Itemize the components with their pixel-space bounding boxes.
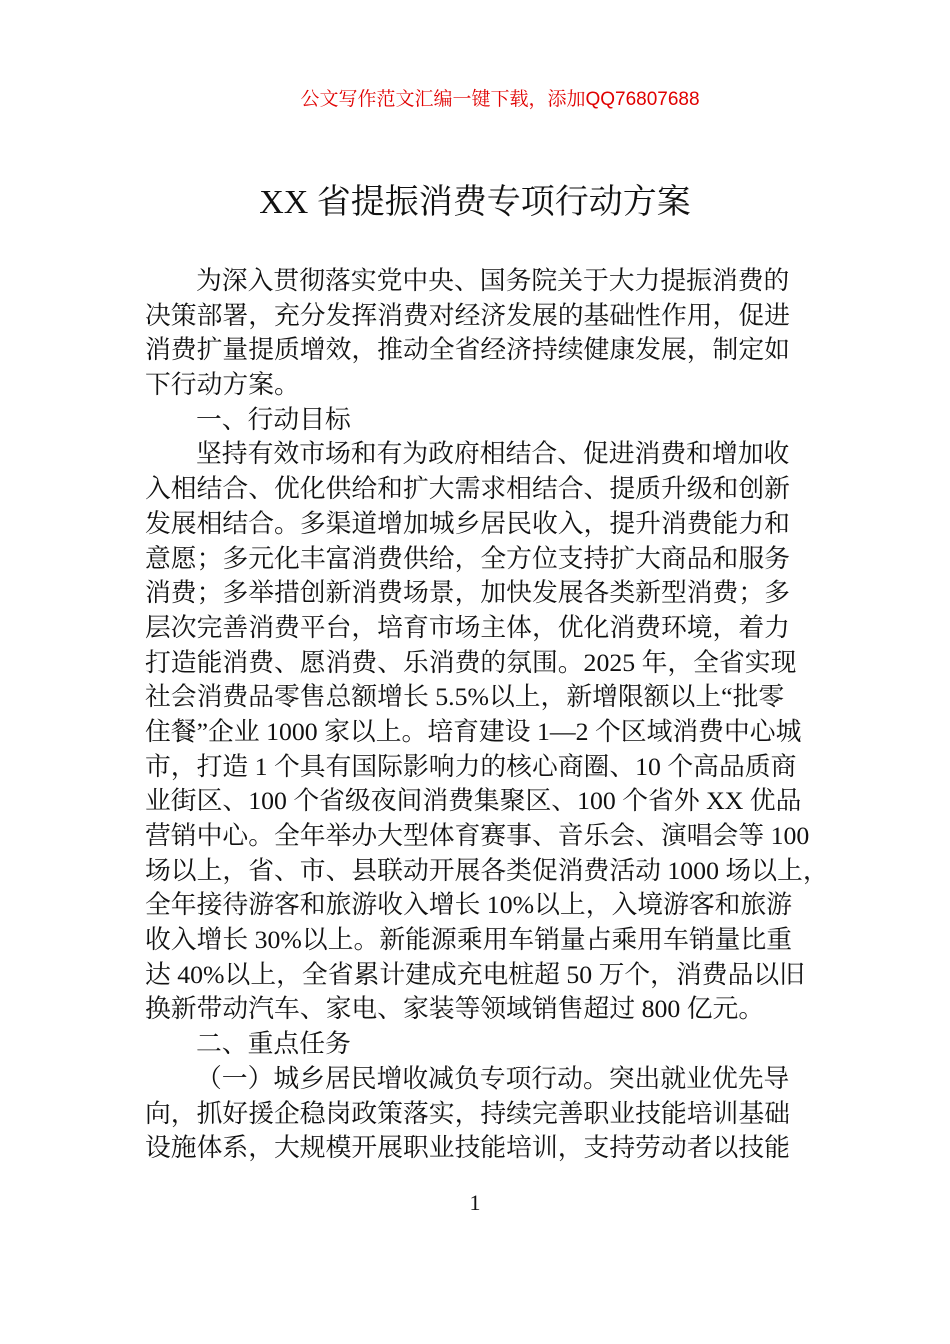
text-line: 设施体系，大规模开展职业技能培训，支持劳动者以技能	[145, 1133, 790, 1163]
text-line: 达 40%以上，全省累计建成充电桩超 50 万个，消费品以旧	[145, 959, 805, 989]
text-line: 营销中心。全年举办大型体育赛事、音乐会、演唱会等 100	[145, 821, 810, 850]
text-line: 换新带动汽车、家电、家装等领域销售超过 800 亿元。	[145, 994, 765, 1024]
text-line: 全年接待游客和旅游收入增长 10%以上，入境游客和旅游	[145, 890, 793, 920]
download-banner: 公文写作范文汇编一键下载，添加QQ76807688	[300, 89, 700, 110]
document-title: XX 省提振消费专项行动方案	[259, 184, 691, 221]
text-line: （一）城乡居民增收减负专项行动。突出就业优先导	[196, 1063, 790, 1093]
text-line: 打造能消费、愿消费、乐消费的氛围。2025 年，全省实现	[145, 647, 797, 677]
text-line: 一、行动目标	[196, 404, 351, 434]
text-line: 坚持有效市场和有为政府相结合、促进消费和增加收	[196, 439, 790, 469]
text-line: 为深入贯彻落实党中央、国务院关于大力提振消费的	[196, 266, 790, 295]
text-line: 社会消费品零售总额增长 5.5%以上，新增限额以上“批零	[145, 682, 785, 712]
text-line: 住餐”企业 1000 家以上。培育建设 1—2 个区域消费中心城	[145, 716, 802, 746]
text-line: 意愿；多元化丰富消费供给，全方位支持扩大商品和服务	[145, 543, 790, 573]
text-line: 业街区、100 个省级夜间消费集聚区、100 个省外 XX 优品	[145, 786, 802, 816]
text-line: 收入增长 30%以上。新能源乘用车销量占乘用车销量比重	[145, 925, 793, 955]
text-line: 场以上，省、市、县联动开展各类促消费活动 1000 场以上，	[145, 855, 829, 885]
text-line: 二、重点任务	[196, 1029, 351, 1059]
text-line: 消费；多举措创新消费场景，加快发展各类新型消费；多	[145, 578, 790, 608]
text-line: 下行动方案。	[145, 370, 300, 400]
text-line: 向，抓好援企稳岗政策落实，持续完善职业技能培训基础	[145, 1098, 790, 1128]
text-line: 消费扩量提质增效，推动全省经济持续健康发展，制定如	[145, 335, 790, 365]
text-line: 层次完善消费平台，培育市场主体，优化消费环境，着力	[145, 612, 790, 642]
text-line: 市，打造 1 个具有国际影响力的核心商圈、10 个高品质商	[145, 751, 797, 781]
text-line: 入相结合、优化供给和扩大需求相结合、提质升级和创新	[145, 474, 790, 504]
document-body	[145, 264, 835, 1166]
text-line: 决策部署，充分发挥消费对经济发展的基础性作用，促进	[145, 300, 790, 330]
text-line: 发展相结合。多渠道增加城乡居民收入，提升消费能力和	[145, 508, 790, 538]
page-number: 1	[469, 1190, 481, 1215]
